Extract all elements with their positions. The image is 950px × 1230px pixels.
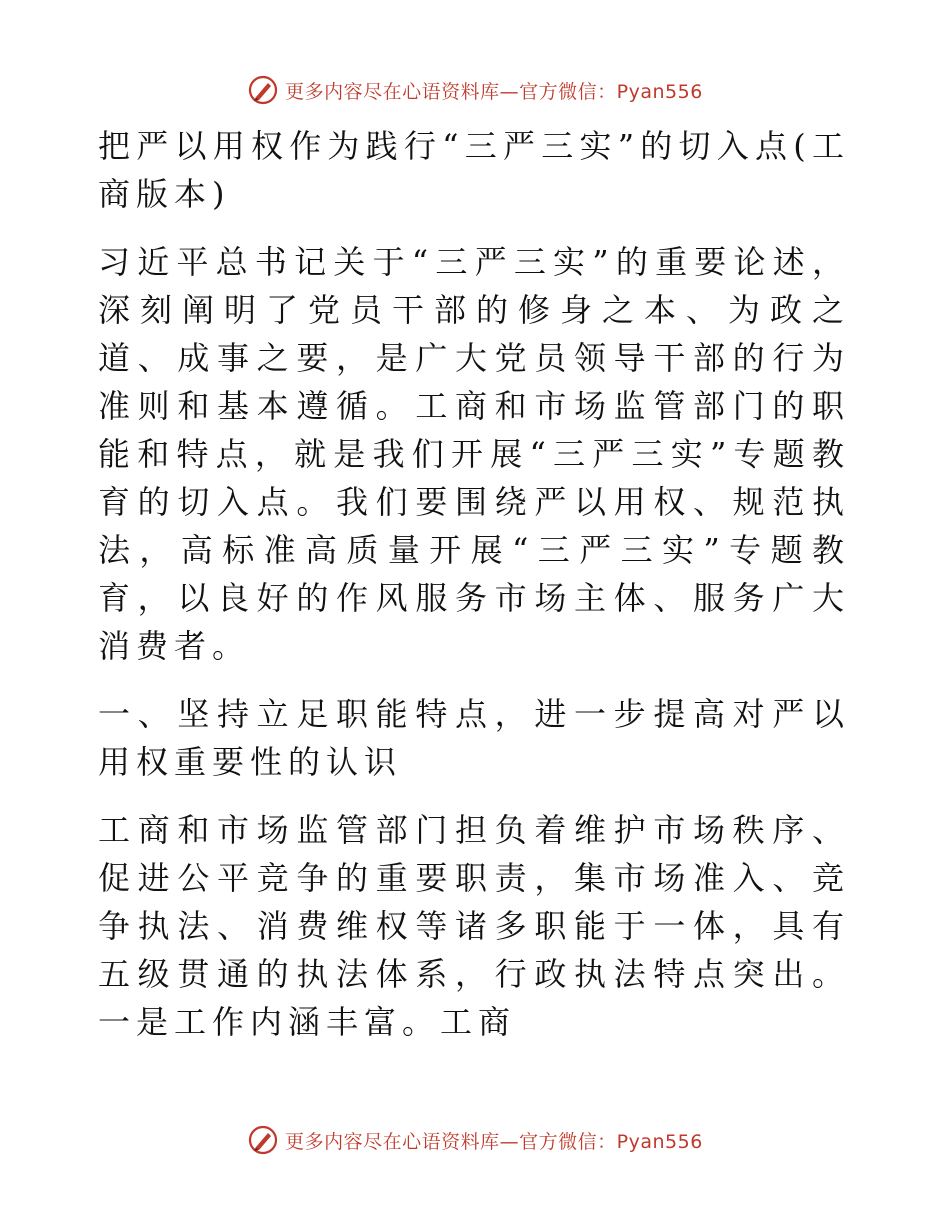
- paragraph-1: 习近平总书记关于“三严三实”的重要论述，深刻阐明了党员干部的修身之本、为政之道、成事之要，是广大党员领导干部的行为准则和基本遵循。工商和市场监管部门的职能和特点，就是我们开展“三严三实”专题教育的切入点。我们要围绕严以用权、规范执法，高标准高质量开展“三严三实”专题教育，以良好的作风服务市场主体、服务广大消费者。: [98, 243, 850, 665]
- document-body: [98, 122, 850, 1046]
- footer-banner-text: 更多内容尽在心语资料库—官方微信：Pyan556: [285, 1130, 703, 1153]
- header-watermark-banner: [0, 70, 950, 110]
- document-title: 把严以用权作为践行“三严三实”的切入点(工商版本): [98, 127, 850, 213]
- paragraph-2: 工商和市场监管部门担负着维护市场秩序、促进公平竞争的重要职责，集市场准入、竞争执法、消费维权等诸多职能于一体，具有五级贯通的执法体系，行政执法特点突出。一是工作内涵丰富。工商: [98, 811, 850, 1041]
- pen-logo-icon: [247, 74, 279, 106]
- section-1-heading: 一、坚持立足职能特点，进一步提高对严以用权重要性的认识: [98, 695, 850, 781]
- pen-logo-icon: [247, 1124, 279, 1156]
- header-banner-text: 更多内容尽在心语资料库—官方微信：Pyan556: [285, 80, 703, 103]
- footer-watermark-banner: [0, 1120, 950, 1160]
